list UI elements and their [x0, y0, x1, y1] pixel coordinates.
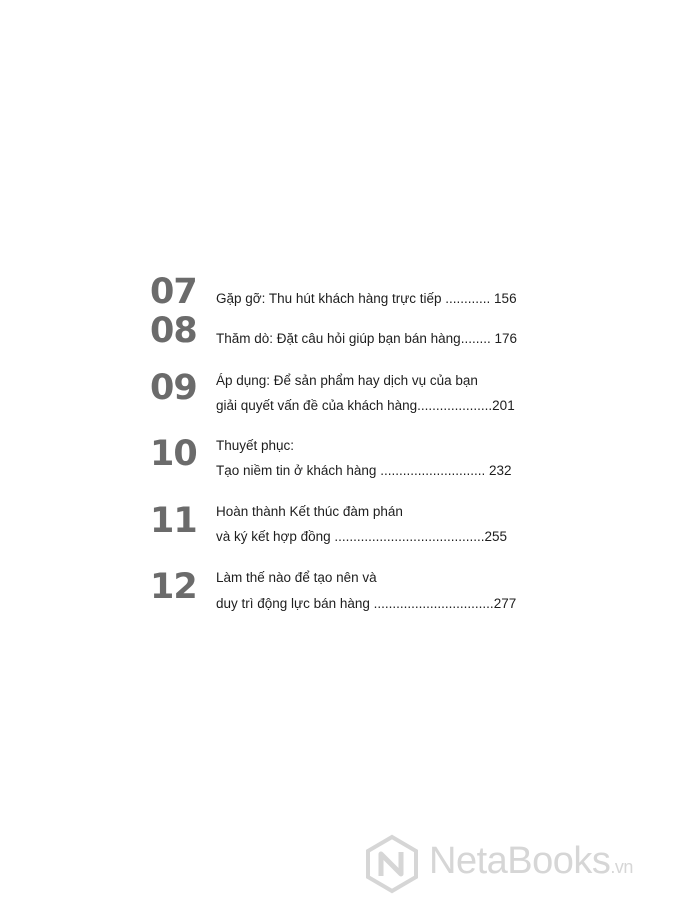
chapter-title-line	[216, 503, 536, 521]
dot-leader: ........	[460, 331, 491, 346]
chapter-title: Tạo niềm tin ở khách hàng	[216, 463, 381, 478]
dot-leader: ........................................	[334, 529, 485, 544]
dot-leader: ....................	[417, 398, 493, 413]
chapter-number: 08	[150, 311, 197, 351]
chapter-title: Gặp gỡ: Thu hút khách hàng trực tiếp	[216, 291, 446, 306]
chapter-title-line	[216, 397, 536, 415]
chapter-title: Hoàn thành Kết thúc đàm phán	[216, 504, 403, 519]
chapter-title-line	[216, 569, 536, 587]
page-number: 156	[490, 291, 517, 306]
netabooks-logo-icon	[363, 834, 421, 894]
watermark-brand-name: NetaBooks	[429, 840, 611, 882]
chapter-title: Thăm dò: Đặt câu hỏi giúp bạn bán hàng	[216, 331, 461, 346]
chapter-title: Áp dụng: Để sản phẩm hay dịch vụ của bạn	[216, 373, 478, 388]
page-number: 232	[485, 463, 512, 478]
chapter-title: giải quyết vấn đề của khách hàng	[216, 398, 418, 413]
dot-leader: ............	[445, 291, 491, 306]
watermark-suffix: .vn	[610, 857, 633, 877]
chapter-title: và ký kết hợp đồng	[216, 529, 335, 544]
dot-leader: ............................	[380, 463, 486, 478]
dot-leader: ................................	[373, 596, 494, 611]
page-number: 201	[492, 398, 515, 413]
page-number: 255	[484, 529, 507, 544]
chapter-title-line	[216, 462, 536, 480]
chapter-number: 11	[150, 501, 197, 541]
chapter-number: 07	[150, 272, 197, 312]
chapter-title-line	[216, 528, 536, 546]
chapter-title: Thuyết phục:	[216, 438, 295, 453]
chapter-title-line	[216, 595, 536, 613]
chapter-title-line	[216, 437, 536, 455]
chapter-number: 10	[150, 434, 197, 474]
chapter-number: 09	[150, 368, 197, 408]
chapter-number: 12	[150, 567, 197, 607]
watermark	[363, 832, 693, 896]
page-number: 277	[493, 596, 517, 611]
chapter-title: Làm thế nào để tạo nên và	[216, 570, 377, 585]
watermark-brand	[429, 840, 633, 883]
chapter-title-line	[216, 290, 536, 308]
chapter-title: duy trì động lực bán hàng	[216, 596, 374, 611]
chapter-title-line	[216, 330, 536, 348]
page-number: 176	[490, 331, 517, 346]
chapter-title-line	[216, 372, 536, 390]
